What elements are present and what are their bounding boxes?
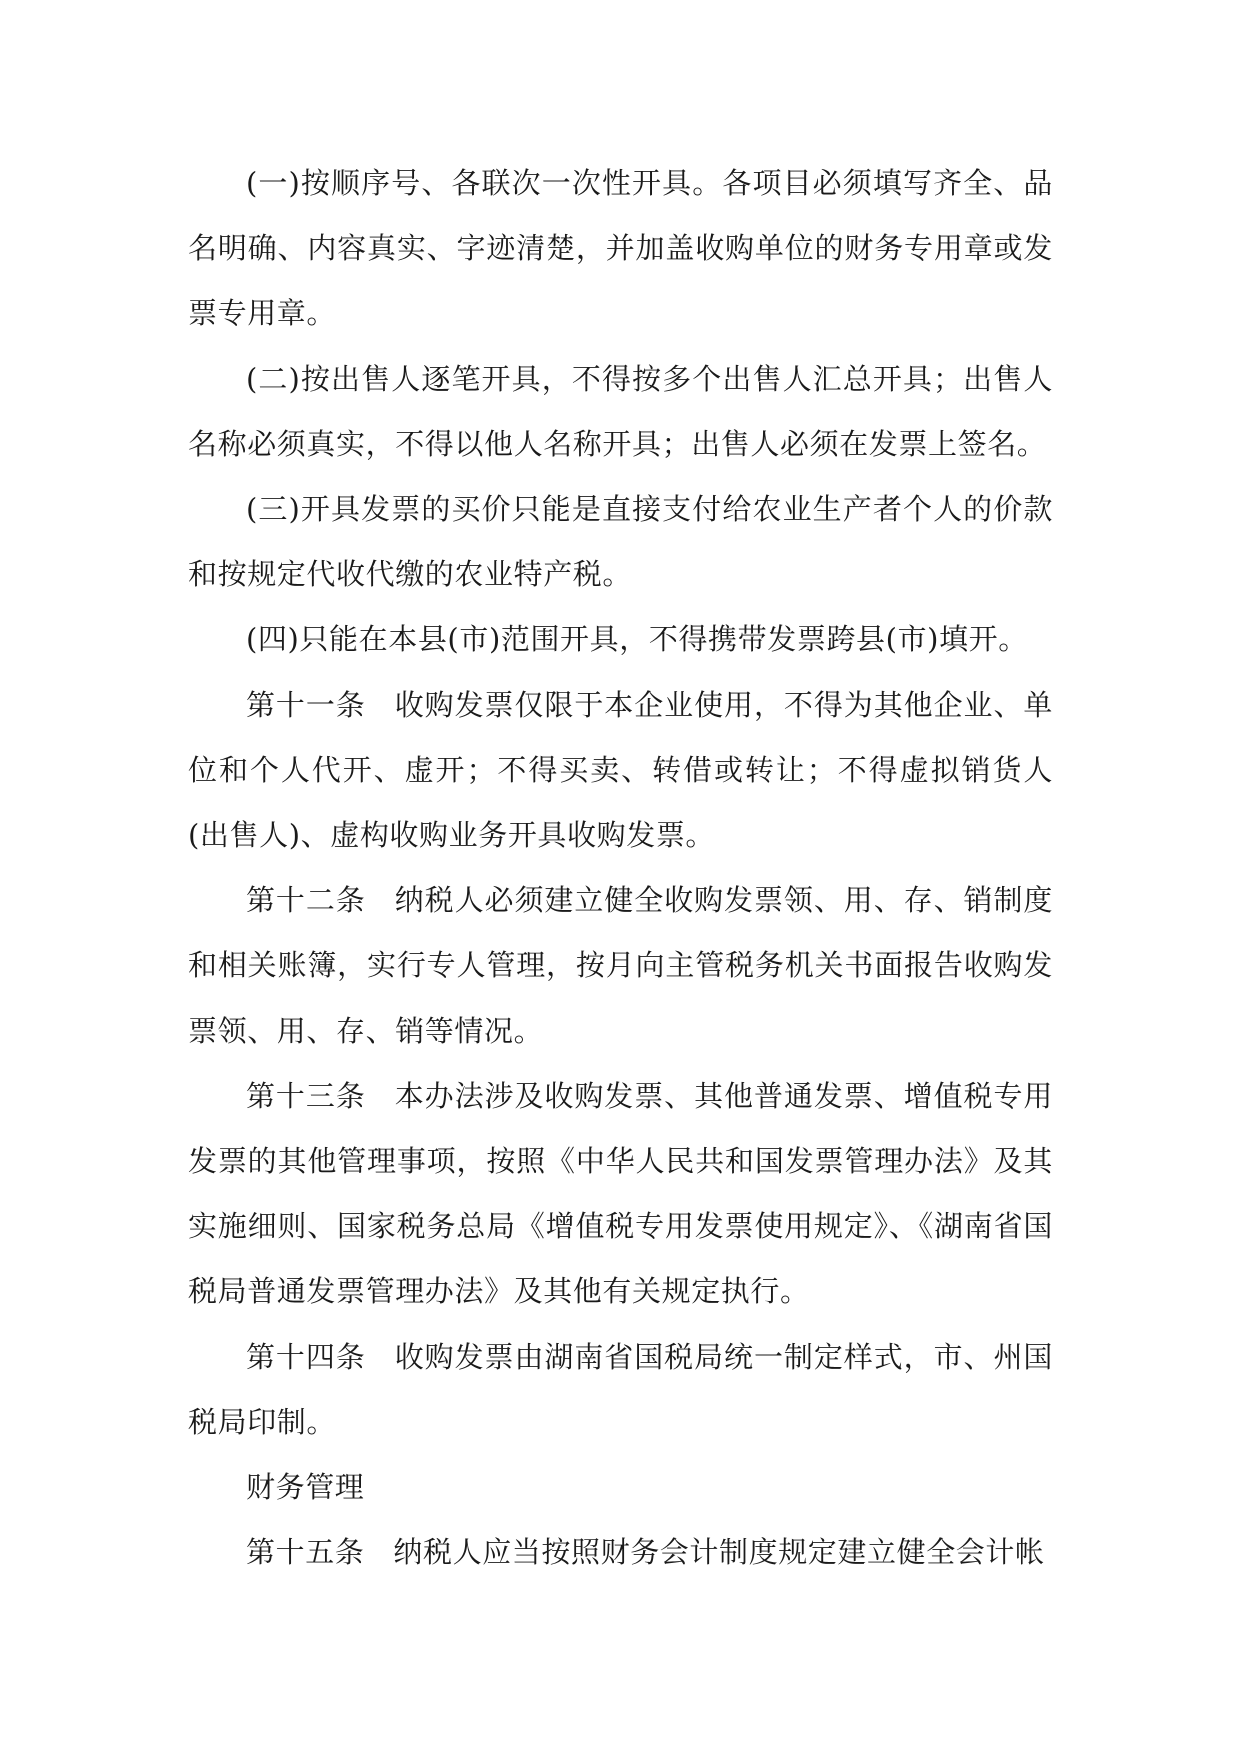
article-text: 本办法涉及收购发票、其他普通发票、增值税专用发票的其他管理事项，按照《中华人民共和国发票管理办法》及其实施细则、国家税务总局《增值税专用发票使用规定》、《湖南省国税局普通发票管理办法》及其他有关规定执行。 bbox=[188, 1078, 1053, 1309]
paragraph-text: (四)只能在本县(市)范围开具，不得携带发票跨县(市)填开。 bbox=[246, 622, 1028, 657]
paragraph-item-4 bbox=[188, 607, 1053, 672]
article-number: 第十一条 bbox=[246, 687, 366, 722]
paragraph-item-3 bbox=[188, 477, 1053, 607]
document-body bbox=[188, 151, 1053, 1585]
article-15 bbox=[188, 1520, 1053, 1585]
article-number: 第十五条 bbox=[246, 1535, 365, 1570]
paragraph-text: (三)开具发票的买价只能是直接支付给农业生产者个人的价款和按规定代收代缴的农业特产税。 bbox=[188, 492, 1053, 592]
paragraph-item-2 bbox=[188, 347, 1053, 477]
section-heading bbox=[188, 1455, 1053, 1520]
article-11 bbox=[188, 673, 1053, 869]
article-number: 第十二条 bbox=[246, 883, 366, 918]
article-12 bbox=[188, 868, 1053, 1064]
article-13 bbox=[188, 1064, 1053, 1325]
article-number: 第十三条 bbox=[246, 1078, 366, 1113]
article-text: 纳税人必须建立健全收购发票领、用、存、销制度和相关账簿，实行专人管理，按月向主管税务机关书面报告收购发票领、用、存、销等情况。 bbox=[188, 883, 1053, 1048]
paragraph-text: (二)按出售人逐笔开具，不得按多个出售人汇总开具；出售人名称必须真实，不得以他人名称开具；出售人必须在发票上签名。 bbox=[188, 361, 1053, 461]
paragraph-text: (一)按顺序号、各联次一次性开具。各项目必须填写齐全、品名明确、内容真实、字迹清楚，并加盖收购单位的财务专用章或发票专用章。 bbox=[188, 166, 1053, 331]
paragraph-item-1 bbox=[188, 151, 1053, 347]
article-text: 收购发票仅限于本企业使用，不得为其他企业、单位和个人代开、虚开；不得买卖、转借或转让；不得虚拟销货人(出售人)、虚构收购业务开具收购发票。 bbox=[188, 687, 1053, 853]
article-text: 纳税人应当按照财务会计制度规定建立健全会计帐 bbox=[393, 1535, 1045, 1570]
section-heading-text: 财务管理 bbox=[246, 1470, 365, 1505]
article-text: 收购发票由湖南省国税局统一制定样式，市、州国税局印制。 bbox=[188, 1339, 1053, 1439]
article-14 bbox=[188, 1325, 1053, 1455]
article-number: 第十四条 bbox=[246, 1339, 366, 1374]
